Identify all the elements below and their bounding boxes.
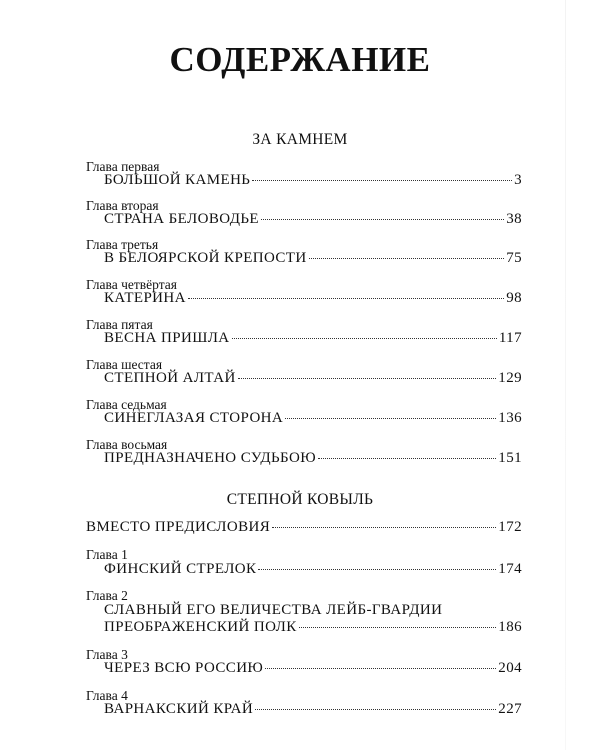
dot-leader [238, 378, 497, 379]
chapter-title-line1[interactable]: СЛАВНЫЙ ЕГО ВЕЛИЧЕСТВА ЛЕЙБ-ГВАРДИИ [104, 602, 443, 618]
toc-entry[interactable] [104, 330, 522, 347]
page-number: 227 [498, 701, 522, 717]
chapter-label: Глава пятая [86, 317, 153, 332]
chapter-title: СИНЕГЛАЗАЯ СТОРОНА [104, 410, 284, 426]
dot-leader [265, 668, 496, 669]
page-number: 3 [514, 172, 522, 188]
dot-leader [261, 219, 504, 220]
dot-leader [285, 418, 496, 419]
section-heading-za-kamnem: ЗА КАМНЕМ [252, 131, 348, 148]
toc-entry[interactable] [104, 561, 522, 578]
chapter-title: В БЕЛОЯРСКОЙ КРЕПОСТИ [104, 250, 307, 266]
page-number: 151 [498, 450, 522, 466]
toc-entry[interactable] [104, 410, 522, 427]
page-number: 136 [498, 410, 522, 426]
chapter-title: БОЛЬШОЙ КАМЕНЬ [104, 172, 251, 188]
toc-entry[interactable] [104, 211, 522, 228]
page-number: 174 [498, 561, 522, 577]
dot-leader [299, 627, 497, 628]
dot-leader [252, 180, 512, 181]
chapter-title: ПРЕОБРАЖЕНСКИЙ ПОЛК [104, 619, 297, 635]
toc-entry[interactable] [104, 450, 522, 467]
page-number: 38 [506, 211, 522, 227]
toc-entry-preface[interactable] [86, 519, 522, 536]
chapter-label: Глава четвёртая [86, 277, 177, 292]
chapter-title: СТЕПНОЙ АЛТАЙ [104, 370, 236, 386]
chapter-title: ВЕСНА ПРИШЛА [104, 330, 230, 346]
chapter-label: Глава первая [86, 159, 160, 174]
chapter-label: Глава 1 [86, 547, 128, 562]
page-number: 172 [498, 519, 522, 535]
chapter-title: СТРАНА БЕЛОВОДЬЕ [104, 211, 259, 227]
toc-entry[interactable] [104, 660, 522, 677]
section-heading-stepnoy-kovyl: СТЕПНОЙ КОВЫЛЬ [226, 491, 374, 508]
chapter-title: ВМЕСТО ПРЕДИСЛОВИЯ [86, 519, 271, 535]
chapter-label: Глава седьмая [86, 397, 167, 412]
chapter-title: ВАРНАКСКИЙ КРАЙ [104, 701, 254, 717]
page-number: 117 [498, 330, 522, 346]
chapter-title: КАТЕРИНА [104, 290, 186, 306]
dot-leader [232, 338, 497, 339]
toc-entry[interactable] [104, 172, 522, 189]
page-fold-shadow [565, 0, 566, 750]
dot-leader [188, 298, 504, 299]
chapter-label: Глава 2 [86, 588, 128, 603]
toc-entry[interactable] [104, 619, 522, 636]
page-number: 204 [498, 660, 522, 676]
toc-entry[interactable] [104, 250, 522, 267]
chapter-label: Глава 4 [86, 688, 128, 703]
chapter-title: ПРЕДНАЗНАЧЕНО СУДЬБОЮ [104, 450, 317, 466]
dot-leader [309, 258, 505, 259]
chapter-label: Глава шестая [86, 357, 163, 372]
toc-entry[interactable] [104, 290, 522, 307]
dot-leader [318, 458, 496, 459]
toc-entry[interactable] [104, 370, 522, 387]
chapter-label: Глава вторая [86, 198, 159, 213]
chapter-title: ЧЕРЕЗ ВСЮ РОССИЮ [104, 660, 264, 676]
toc-entry[interactable] [104, 701, 522, 718]
page-title: СОДЕРЖАНИЕ [169, 40, 431, 79]
chapter-label: Глава 3 [86, 647, 128, 662]
chapter-title: ФИНСКИЙ СТРЕЛОК [104, 561, 257, 577]
dot-leader [255, 709, 496, 710]
page-number: 186 [498, 619, 522, 635]
chapter-label: Глава восьмая [86, 437, 168, 452]
dot-leader [272, 527, 496, 528]
chapter-label: Глава третья [86, 237, 159, 252]
page-number: 129 [498, 370, 522, 386]
page-number: 98 [506, 290, 522, 306]
dot-leader [258, 569, 496, 570]
page-number: 75 [506, 250, 522, 266]
